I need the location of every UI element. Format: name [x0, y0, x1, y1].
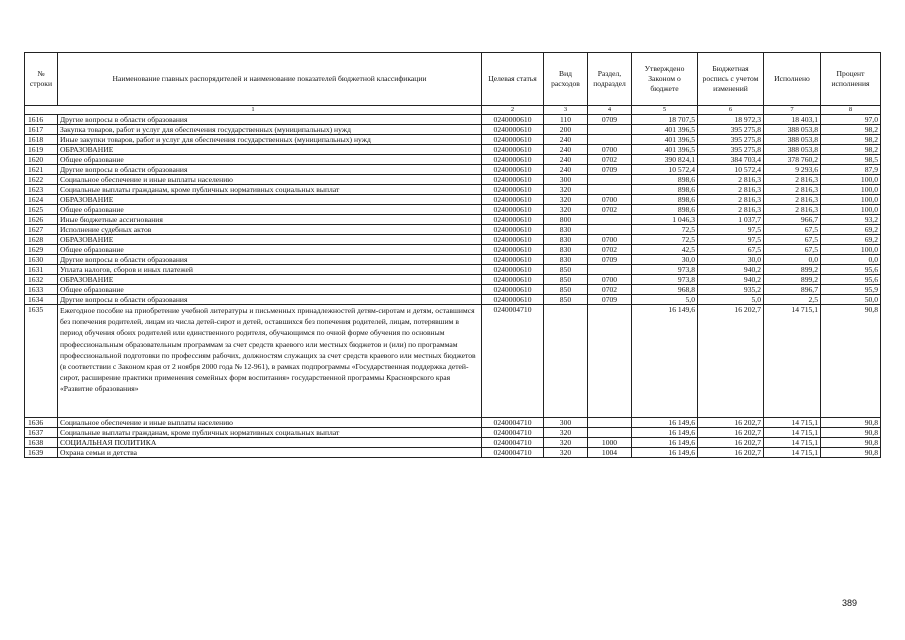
- row-number-cell: 1626: [25, 215, 58, 225]
- approved-cell: 16 149,6: [632, 448, 698, 458]
- row-number-cell: 1629: [25, 245, 58, 255]
- executed-cell: 18 403,1: [764, 115, 821, 125]
- header-executed: Исполнено: [764, 53, 821, 106]
- approved-cell: 973,8: [632, 275, 698, 285]
- expense-type-cell: 320: [544, 448, 588, 458]
- target-article-cell: 0240000610: [482, 215, 544, 225]
- target-article-cell: 0240004710: [482, 428, 544, 438]
- budget-schedule-cell: 16 202,7: [698, 438, 764, 448]
- approved-cell: 401 396,5: [632, 125, 698, 135]
- row-number-cell: 1620: [25, 155, 58, 165]
- name-cell: Общее образование: [58, 155, 482, 165]
- budget-schedule-cell: 395 275,8: [698, 145, 764, 155]
- section-cell: 1004: [588, 448, 632, 458]
- target-article-cell: 0240004710: [482, 418, 544, 428]
- section-cell: 0700: [588, 145, 632, 155]
- table-row: [25, 428, 881, 438]
- target-article-cell: 0240000610: [482, 185, 544, 195]
- target-article-cell: 0240000610: [482, 245, 544, 255]
- expense-type-cell: [544, 305, 588, 418]
- approved-cell: 16 149,6: [632, 305, 698, 418]
- percent-cell: 90,8: [821, 418, 881, 428]
- executed-cell: 2 816,3: [764, 185, 821, 195]
- table-row: [25, 195, 881, 205]
- name-cell: Ежегодное пособие на приобретение учебной литературы и письменных принадлежностей детям-сиротам и детям, оставшимся без попечения родителей, лицам из числа детей-сирот и детей, оставшихся без попечения родителей, лицам, потерявшим в период обучения обоих родителей или единственного родителя, обучающимся по очной форме обучения по основным профессиональным образовательным программам за счет средств краевого или местных бюджетов и (или) по программам профессиональной подготовки по профессиям рабочих, должностям служащих за счет средств краевого или местных бюджетов (в соответствии с Законом края от 2 ноября 2000 года № 12-961), в рамках подпрограммы «Государственная поддержка детей-сирот, расширение практики применения семейных форм воспитания» государственной программы Красноярского края «Развитие образования»: [58, 305, 482, 418]
- name-cell: Другие вопросы в области образования: [58, 295, 482, 305]
- target-article-cell: 0240000610: [482, 115, 544, 125]
- executed-cell: 2 816,3: [764, 205, 821, 215]
- name-cell: Охрана семьи и детства: [58, 448, 482, 458]
- approved-cell: 30,0: [632, 255, 698, 265]
- row-number-cell: 1634: [25, 295, 58, 305]
- table-row: [25, 175, 881, 185]
- percent-cell: 90,8: [821, 428, 881, 438]
- approved-cell: 390 824,1: [632, 155, 698, 165]
- section-cell: 0700: [588, 195, 632, 205]
- percent-cell: 95,9: [821, 285, 881, 295]
- percent-cell: 100,0: [821, 185, 881, 195]
- approved-cell: 10 572,4: [632, 165, 698, 175]
- budget-schedule-cell: 395 275,8: [698, 135, 764, 145]
- section-cell: [588, 418, 632, 428]
- table-row: [25, 295, 881, 305]
- target-article-cell: 0240000610: [482, 275, 544, 285]
- row-number-cell: 1619: [25, 145, 58, 155]
- percent-cell: 100,0: [821, 245, 881, 255]
- executed-cell: 896,7: [764, 285, 821, 295]
- budget-schedule-cell: 2 816,3: [698, 175, 764, 185]
- executed-cell: 14 715,1: [764, 448, 821, 458]
- executed-cell: 14 715,1: [764, 438, 821, 448]
- name-cell: Социальное обеспечение и иные выплаты населению: [58, 418, 482, 428]
- approved-cell: 898,6: [632, 205, 698, 215]
- budget-schedule-cell: 2 816,3: [698, 195, 764, 205]
- executed-cell: 388 053,8: [764, 135, 821, 145]
- table-row: [25, 245, 881, 255]
- budget-execution-table: [24, 52, 881, 458]
- header-name: Наименование главных распорядителей и наименование показателей бюджетной классификации: [58, 53, 482, 106]
- executed-cell: 14 715,1: [764, 428, 821, 438]
- section-cell: 0702: [588, 285, 632, 295]
- section-cell: 0709: [588, 295, 632, 305]
- expense-type-cell: 830: [544, 255, 588, 265]
- expense-type-cell: 800: [544, 215, 588, 225]
- expense-type-cell: 240: [544, 155, 588, 165]
- approved-cell: 18 707,5: [632, 115, 698, 125]
- name-cell: Общее образование: [58, 245, 482, 255]
- row-number-cell: 1622: [25, 175, 58, 185]
- expense-type-cell: 320: [544, 205, 588, 215]
- row-number-cell: 1623: [25, 185, 58, 195]
- percent-cell: 90,8: [821, 305, 881, 418]
- percent-cell: 98,2: [821, 135, 881, 145]
- target-article-cell: 0240000610: [482, 155, 544, 165]
- budget-schedule-cell: 16 202,7: [698, 418, 764, 428]
- target-article-cell: 0240000610: [482, 205, 544, 215]
- approved-cell: 42,5: [632, 245, 698, 255]
- section-cell: [588, 125, 632, 135]
- table-row: [25, 205, 881, 215]
- section-cell: [588, 135, 632, 145]
- target-article-cell: 0240000610: [482, 175, 544, 185]
- approved-cell: 16 149,6: [632, 428, 698, 438]
- table-row: [25, 305, 881, 418]
- executed-cell: 9 293,6: [764, 165, 821, 175]
- name-cell: Другие вопросы в области образования: [58, 165, 482, 175]
- target-article-cell: 0240000610: [482, 225, 544, 235]
- approved-cell: 1 046,3: [632, 215, 698, 225]
- budget-schedule-cell: 16 202,7: [698, 448, 764, 458]
- approved-cell: 898,6: [632, 175, 698, 185]
- target-article-cell: 0240004710: [482, 305, 544, 418]
- executed-cell: 2,5: [764, 295, 821, 305]
- expense-type-cell: 830: [544, 235, 588, 245]
- row-number-cell: 1625: [25, 205, 58, 215]
- approved-cell: 898,6: [632, 195, 698, 205]
- row-number-cell: 1621: [25, 165, 58, 175]
- target-article-cell: 0240000610: [482, 125, 544, 135]
- budget-schedule-cell: 16 202,7: [698, 428, 764, 438]
- name-cell: ОБРАЗОВАНИЕ: [58, 235, 482, 245]
- percent-cell: 0,0: [821, 255, 881, 265]
- target-article-cell: 0240004710: [482, 448, 544, 458]
- column-number: 4: [588, 106, 632, 115]
- table-row: [25, 418, 881, 428]
- executed-cell: 67,5: [764, 235, 821, 245]
- percent-cell: 98,5: [821, 155, 881, 165]
- target-article-cell: 0240000610: [482, 145, 544, 155]
- name-cell: ОБРАЗОВАНИЕ: [58, 195, 482, 205]
- section-cell: [588, 215, 632, 225]
- approved-cell: 968,8: [632, 285, 698, 295]
- budget-schedule-cell: 940,2: [698, 275, 764, 285]
- percent-cell: 50,0: [821, 295, 881, 305]
- table-row: [25, 125, 881, 135]
- section-cell: 0700: [588, 275, 632, 285]
- budget-schedule-cell: 30,0: [698, 255, 764, 265]
- target-article-cell: 0240000610: [482, 295, 544, 305]
- table-row: [25, 215, 881, 225]
- percent-cell: 87,9: [821, 165, 881, 175]
- executed-cell: 388 053,8: [764, 125, 821, 135]
- expense-type-cell: 850: [544, 295, 588, 305]
- header-row-number: № строки: [25, 53, 58, 106]
- approved-cell: 16 149,6: [632, 418, 698, 428]
- table-row: [25, 115, 881, 125]
- section-cell: 0702: [588, 205, 632, 215]
- approved-cell: 5,0: [632, 295, 698, 305]
- table-row: [25, 265, 881, 275]
- expense-type-cell: 320: [544, 185, 588, 195]
- executed-cell: 899,2: [764, 275, 821, 285]
- name-cell: Закупка товаров, работ и услуг для обеспечения государственных (муниципальных) нужд: [58, 125, 482, 135]
- budget-schedule-cell: 1 037,7: [698, 215, 764, 225]
- target-article-cell: 0240000610: [482, 255, 544, 265]
- expense-type-cell: 850: [544, 285, 588, 295]
- approved-cell: 401 396,5: [632, 145, 698, 155]
- approved-cell: 898,6: [632, 185, 698, 195]
- column-number: 8: [821, 106, 881, 115]
- budget-schedule-cell: 2 816,3: [698, 185, 764, 195]
- expense-type-cell: 300: [544, 175, 588, 185]
- row-number-cell: 1628: [25, 235, 58, 245]
- budget-schedule-cell: 5,0: [698, 295, 764, 305]
- header-expense-type: Вид расходов: [544, 53, 588, 106]
- percent-cell: 100,0: [821, 195, 881, 205]
- expense-type-cell: 850: [544, 265, 588, 275]
- table-row: [25, 135, 881, 145]
- approved-cell: 16 149,6: [632, 438, 698, 448]
- header-percent: Процент исполнения: [821, 53, 881, 106]
- column-number: 1: [25, 106, 482, 115]
- executed-cell: 0,0: [764, 255, 821, 265]
- table-row: [25, 185, 881, 195]
- percent-cell: 97,0: [821, 115, 881, 125]
- name-cell: Уплата налогов, сборов и иных платежей: [58, 265, 482, 275]
- section-cell: [588, 175, 632, 185]
- table-row: [25, 285, 881, 295]
- budget-schedule-cell: 935,2: [698, 285, 764, 295]
- name-cell: Общее образование: [58, 205, 482, 215]
- budget-schedule-cell: 67,5: [698, 245, 764, 255]
- table-row: [25, 225, 881, 235]
- name-cell: Исполнение судебных актов: [58, 225, 482, 235]
- percent-cell: 69,2: [821, 225, 881, 235]
- expense-type-cell: 320: [544, 428, 588, 438]
- expense-type-cell: 110: [544, 115, 588, 125]
- name-cell: Социальное обеспечение и иные выплаты населению: [58, 175, 482, 185]
- target-article-cell: 0240000610: [482, 265, 544, 275]
- approved-cell: 973,8: [632, 265, 698, 275]
- section-cell: 0709: [588, 255, 632, 265]
- section-cell: 1000: [588, 438, 632, 448]
- budget-report-sheet: [24, 52, 880, 458]
- budget-schedule-cell: 395 275,8: [698, 125, 764, 135]
- expense-type-cell: 830: [544, 225, 588, 235]
- page-number: 389: [842, 598, 858, 608]
- percent-cell: 90,8: [821, 438, 881, 448]
- percent-cell: 69,2: [821, 235, 881, 245]
- percent-cell: 93,2: [821, 215, 881, 225]
- section-cell: 0702: [588, 155, 632, 165]
- section-cell: [588, 185, 632, 195]
- name-cell: СОЦИАЛЬНАЯ ПОЛИТИКА: [58, 438, 482, 448]
- name-cell: Социальные выплаты гражданам, кроме публичных нормативных социальных выплат: [58, 185, 482, 195]
- expense-type-cell: 200: [544, 125, 588, 135]
- budget-schedule-cell: 97,5: [698, 235, 764, 245]
- section-cell: 0702: [588, 245, 632, 255]
- name-cell: Иные бюджетные ассигнования: [58, 215, 482, 225]
- column-number: 5: [632, 106, 698, 115]
- table-row: [25, 235, 881, 245]
- budget-schedule-cell: 384 703,4: [698, 155, 764, 165]
- budget-schedule-cell: 940,2: [698, 265, 764, 275]
- row-number-cell: 1616: [25, 115, 58, 125]
- budget-schedule-cell: 2 816,3: [698, 205, 764, 215]
- percent-cell: 98,2: [821, 125, 881, 135]
- table-row: [25, 155, 881, 165]
- name-cell: Иные закупки товаров, работ и услуг для обеспечения государственных (муниципальных) нужд: [58, 135, 482, 145]
- row-number-cell: 1638: [25, 438, 58, 448]
- executed-cell: 388 053,8: [764, 145, 821, 155]
- executed-cell: 67,5: [764, 245, 821, 255]
- executed-cell: 14 715,1: [764, 305, 821, 418]
- row-number-cell: 1637: [25, 428, 58, 438]
- target-article-cell: 0240000610: [482, 165, 544, 175]
- executed-cell: 14 715,1: [764, 418, 821, 428]
- row-number-cell: 1618: [25, 135, 58, 145]
- percent-cell: 98,2: [821, 145, 881, 155]
- budget-schedule-cell: 10 572,4: [698, 165, 764, 175]
- section-cell: [588, 428, 632, 438]
- header-approved: Утверждено Законом о бюджете: [632, 53, 698, 106]
- executed-cell: 2 816,3: [764, 195, 821, 205]
- percent-cell: 100,0: [821, 205, 881, 215]
- row-number-cell: 1631: [25, 265, 58, 275]
- name-cell: ОБРАЗОВАНИЕ: [58, 145, 482, 155]
- header-target-article: Целевая статья: [482, 53, 544, 106]
- expense-type-cell: 240: [544, 145, 588, 155]
- target-article-cell: 0240000610: [482, 195, 544, 205]
- row-number-cell: 1617: [25, 125, 58, 135]
- approved-cell: 72,5: [632, 235, 698, 245]
- table-row: [25, 255, 881, 265]
- expense-type-cell: 830: [544, 245, 588, 255]
- executed-cell: 899,2: [764, 265, 821, 275]
- budget-schedule-cell: 97,5: [698, 225, 764, 235]
- column-number: 2: [482, 106, 544, 115]
- header-section: Раздел, подраздел: [588, 53, 632, 106]
- name-cell: ОБРАЗОВАНИЕ: [58, 275, 482, 285]
- row-number-cell: 1624: [25, 195, 58, 205]
- percent-cell: 95,6: [821, 265, 881, 275]
- approved-cell: 72,5: [632, 225, 698, 235]
- expense-type-cell: 320: [544, 195, 588, 205]
- row-number-cell: 1636: [25, 418, 58, 428]
- target-article-cell: 0240004710: [482, 438, 544, 448]
- executed-cell: 67,5: [764, 225, 821, 235]
- section-cell: [588, 265, 632, 275]
- table-row: [25, 145, 881, 155]
- name-cell: Общее образование: [58, 285, 482, 295]
- executed-cell: 966,7: [764, 215, 821, 225]
- section-cell: 0709: [588, 165, 632, 175]
- expense-type-cell: 850: [544, 275, 588, 285]
- budget-schedule-cell: 18 972,3: [698, 115, 764, 125]
- target-article-cell: 0240000610: [482, 135, 544, 145]
- table-body: [25, 115, 881, 458]
- column-number-row: [25, 106, 881, 115]
- approved-cell: 401 396,5: [632, 135, 698, 145]
- name-cell: Другие вопросы в области образования: [58, 115, 482, 125]
- header-budget-schedule: Бюджетная роспись с учетом изменений: [698, 53, 764, 106]
- row-number-cell: 1633: [25, 285, 58, 295]
- executed-cell: 2 816,3: [764, 175, 821, 185]
- name-cell: Социальные выплаты гражданам, кроме публичных нормативных социальных выплат: [58, 428, 482, 438]
- executed-cell: 378 760,2: [764, 155, 821, 165]
- percent-cell: 95,6: [821, 275, 881, 285]
- percent-cell: 100,0: [821, 175, 881, 185]
- table-row: [25, 275, 881, 285]
- column-number: 3: [544, 106, 588, 115]
- row-number-cell: 1627: [25, 225, 58, 235]
- row-number-cell: 1632: [25, 275, 58, 285]
- table-row: [25, 165, 881, 175]
- expense-type-cell: 300: [544, 418, 588, 428]
- table-header: [25, 53, 881, 115]
- row-number-cell: 1639: [25, 448, 58, 458]
- percent-cell: 90,8: [821, 448, 881, 458]
- budget-schedule-cell: 16 202,7: [698, 305, 764, 418]
- row-number-cell: 1630: [25, 255, 58, 265]
- section-cell: 0700: [588, 235, 632, 245]
- table-row: [25, 438, 881, 448]
- row-number-cell: 1635: [25, 305, 58, 418]
- expense-type-cell: 320: [544, 438, 588, 448]
- section-cell: [588, 225, 632, 235]
- column-number: 6: [698, 106, 764, 115]
- section-cell: [588, 305, 632, 418]
- section-cell: 0709: [588, 115, 632, 125]
- target-article-cell: 0240000610: [482, 235, 544, 245]
- expense-type-cell: 240: [544, 165, 588, 175]
- table-row: [25, 448, 881, 458]
- column-number: 7: [764, 106, 821, 115]
- name-cell: Другие вопросы в области образования: [58, 255, 482, 265]
- target-article-cell: 0240000610: [482, 285, 544, 295]
- expense-type-cell: 240: [544, 135, 588, 145]
